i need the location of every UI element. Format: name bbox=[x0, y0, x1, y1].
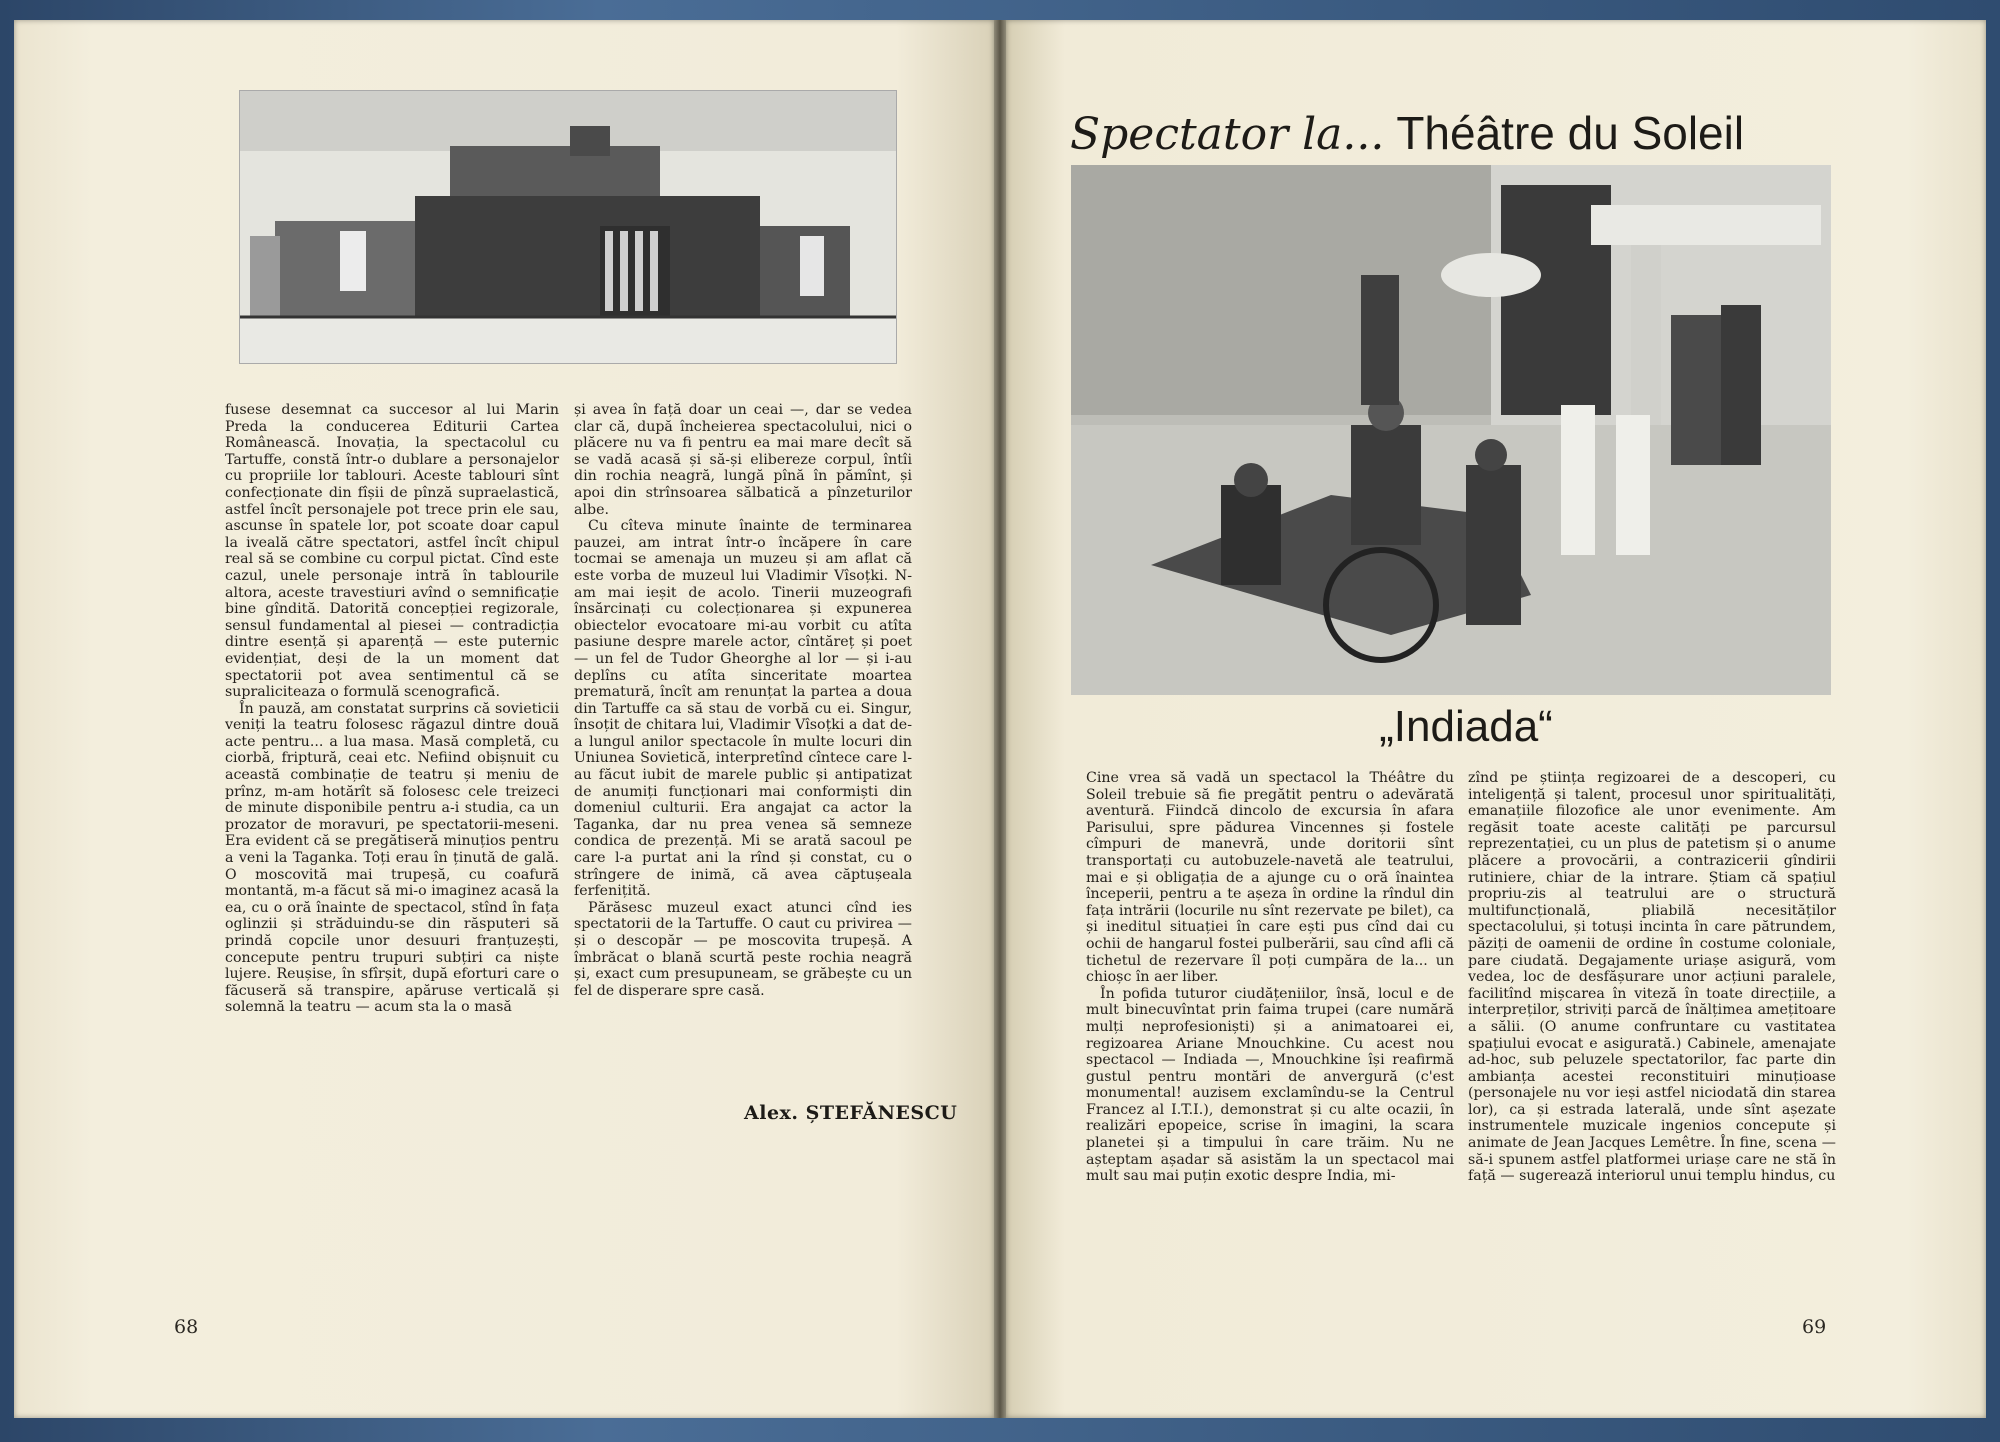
section-header bbox=[1070, 106, 1744, 160]
right-page bbox=[1006, 20, 1986, 1418]
paragraph: zînd pe știința regizoarei de a descoperi, cu inteligență și talent, procesul unor spiritualități, emanațiile filozofice ale unor evenimente. Am regăsit toate aceste calități pe parcursul reprezentației, cu un plus de patetism și o anume plăcere a provocării, a contrazicerii gîndirii rutiniere, chiar de la intrare. Știam că spațiul propriu-zis al teatrului are o structură multifuncțională, pliabilă necesităților spectacolului, și totuși incinta în care pătrundem, păziți de oamenii de ordine în costume coloniale, pare ciudată. Degajamente uriașe asigură, vom vedea, loc de desfășurare unor acțiuni paralele, facilitînd mișcarea în viteză în toate direcțiile, a interpreților, striviți parcă de înălțimea amețitoare a sălii. (O anume confruntare cu vastitatea spațiului evocat e asigurată.) Cabinele, amenajate ad-hoc, sub peluzele spectatorilor, fac parte din ambianța acestei reconstituiri minuțioase (personajele nu vor ieși astfel niciodată din starea lor), ca și estrada laterală, unde sînt așezate instrumentele muzicale ingenios concepute și animate de Jean Jacques Lemêtre. În fine, scena — să-i spunem astfel platformei uriașe care ne stă în față — sugerează interiorul unui templu hindus, cu bbox=[1468, 770, 1836, 1185]
paragraph: În pauză, am constatat surprins că sovieticii veniți la teatru folosesc răgazul dintre două acte pentru... a lua masa. Masă completă, cu ciorbă, friptură, ceai etc. Nefiind obișnuit cu această combinație de teatru și meniu de prînz, m-am hotărît să folosesc cele treizeci de minute disponibile pentru a-i studia, ca un prozator de moravuri, pe spectatorii-meseni. Era evident că se pregătiseră minuțios pentru a veni la Taganka. Toți erau în ținută de gală. O moscovită mai trupeșă, cu coafură montantă, m-a făcut să mi-o imaginez acasă la ea, cu o oră înainte de spectacol, stînd în fața oglinzii și străduindu-se din răsputeri să prindă copcile unor desuuri franțuzești, concepute pentru trupuri subțiri ca niște lujere. Reușise, în sfîrșit, după eforturi care o făcuseră să transpire, apăruse verticală și solemnă la teatru — acum sta la o masă bbox=[225, 700, 559, 1016]
left-page bbox=[14, 20, 994, 1418]
paragraph: Părăsesc muzeul exact atunci cînd ies spectatorii de la Tartuffe. O caut cu privirea — și o descopăr — pe moscovita trupeșă. A îmbrăcat o blană scurtă peste rochia neagră și, exact cum presupuneam, se grăbește cu un fel de disperare spre casă. bbox=[574, 899, 912, 999]
book-gutter bbox=[994, 20, 1006, 1418]
right-column-1 bbox=[1086, 770, 1454, 1185]
indiada-performance-photo bbox=[1071, 165, 1831, 695]
paragraph: În pofida tuturor ciudățeniilor, însă, locul e de mult binecuvîntat prin faima trupei (care numără mulți neprofesioniști) și a animatoarei ei, regizoarea Ariane Mnouchkine. Cu acest nou spectacol — Indiada —, Mnouchkine își reafirmă gustul pentru montări de anvergură (c'est monumental! auzisem exclamîndu-se la Centrul Francez al I.T.I.), demonstrat și cu alte ocazii, în realizări epopeice, scrise în imagini, la scara planetei și a timpului în care trăim. Nu ne așteptam așadar să asistăm la un spectacol mai mult sau mai puțin exotic despre India, mi- bbox=[1086, 985, 1454, 1185]
right-column-2 bbox=[1468, 770, 1836, 1185]
performance-illustration bbox=[1071, 165, 1831, 695]
page-number-left: 68 bbox=[174, 1316, 199, 1338]
paragraph: Cine vrea să vadă un spectacol la Théâtre du Soleil trebuie să fie pregătit pentru o adevărată aventură. Fiindcă dincolo de excursia în afara Parisului, spre pădurea Vincennes și fostele cîmpuri de manevră, unde doritorii sînt transportați cu autobuzele-navetă ale teatrului, mai e și obligația de a ajunge cu o oră înaintea începerii, pentru a te așeza în ordine la rîndul din fața intrării (locurile nu sînt rezervate pe bilet), ca și ineditul situației în care ești pus cînd dai cu ochii de hangarul fostei pulberării, sau cînd afli că tichetul de rezervare îl poți cumpăra de la... un chioșc în aer liber. bbox=[1086, 770, 1454, 986]
theatre-building-photo bbox=[239, 90, 897, 364]
left-column-1 bbox=[225, 402, 559, 1016]
paragraph: și avea în față doar un ceai —, dar se vedea clar că, după încheierea spectacolului, nici o plăcere nu va fi pentru ea mai mare decît să se vadă acasă și să-și elibereze corpul, întîi din rochia neagră, lungă pînă în pămînt, și apoi din strînsoarea sălbatică a pînzeturilor albe. bbox=[574, 402, 912, 518]
page-number-right: 69 bbox=[1802, 1316, 1827, 1338]
author-signature: Alex. ȘTEFĂNESCU bbox=[744, 1102, 958, 1124]
header-italic: Spectator la... bbox=[1070, 109, 1385, 160]
header-rest: Théâtre du Soleil bbox=[1396, 107, 1745, 159]
paragraph: fusese desemnat ca succesor al lui Marin Preda la conducerea Editurii Cartea Românească. Inovația, la spectacolul cu Tartuffe, constă într-o dublare a personajelor cu propriile lor tablouri. Aceste tablouri sînt confecționate din fîșii de pînză supraelastică, astfel încît personajele pot trece prin ele sau, ascunse în spatele lor, pot scoate doar capul la iveală către spectatori, astfel încît chipul real să se combine cu corpul pictat. Cînd este cazul, unele personaje intră în tablourile altora, aceste travestiuri avînd o semnificație bine gîndită. Datorită concepției regizorale, sensul fundamental al piesei — contradicția dintre esență și aparență — este puternic evidențiat, deși de la un moment dat spectatorii pot avea sentimentul că se supraliciteaza o formulă scenografică. bbox=[225, 402, 559, 701]
article-title: „Indiada“ bbox=[1379, 702, 1553, 751]
left-column-2 bbox=[574, 402, 912, 999]
paragraph: Cu cîteva minute înainte de terminarea pauzei, am intrat într-o încăpere în care tocmai se amenaja un muzeu și am aflat că este vorba de muzeul lui Vladimir Vîsoțki. N-am mai ieșit de acolo. Tinerii muzeografi însărcinați cu colecționarea și expunerea obiectelor evocatoare mi-au vorbit cu atîta pasiune despre marele actor, cîntăreț și poet — un fel de Tudor Gheorghe al lor — și i-au deplîns cu atîta sinceritate moartea prematură, încît am renunțat la partea a doua din Tartuffe ca să stau de vorbă cu ei. Singur, însoțit de chitara lui, Vladimir Vîsoțki a dat de-a lungul anilor spectacole în multe locuri din Uniunea Sovietică, interpretînd cîntece care l-au făcut iubit de marele public și antipatizat de anumiți funcționari mai conformiști din domeniul culturii. Era angajat ca actor la Taganka, dar nu prea venea să semneze condica de prezență. Mi se arată sacoul pe care l-a purtat ani la rînd și constat, cu o strîngere de inimă, că avea căptușeala ferfenițită. bbox=[574, 518, 912, 900]
building-illustration bbox=[240, 91, 896, 363]
